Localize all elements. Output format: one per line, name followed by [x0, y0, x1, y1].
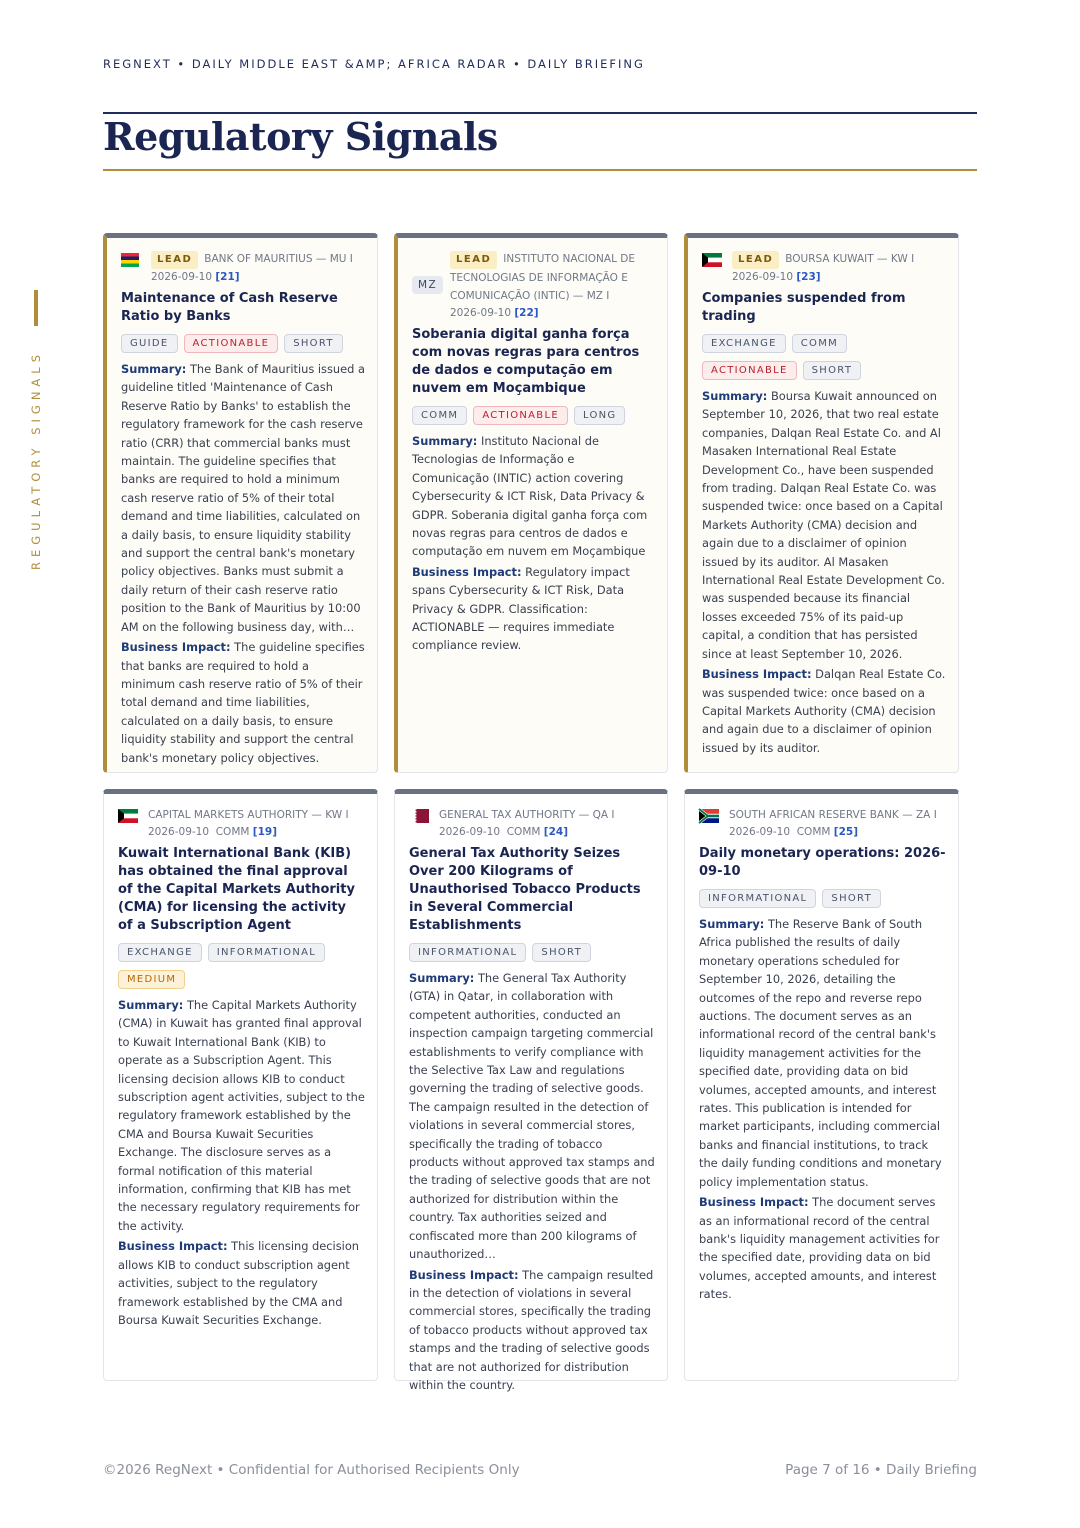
summary-text: Summary: The Reserve Bank of South Africa published the results of daily monetary operations scheduled for September 10, 2026, detailing the outcomes of the repo and reverse repo auctions. The document serves as an informational record of the central bank's liquidity management activities for the specified date, providing data on bid volumes, accepted amounts, and interest rates. This publication is intended for market participants, including commercial banks and financial institutions, to track the daily funding conditions and monetary policy implementation status.: [699, 917, 942, 1189]
footer-copyright: ©2026 RegNext • Confidential for Authorised Recipients Only: [103, 1462, 520, 1478]
type-label: COMM: [796, 826, 831, 838]
tag-chip: EXCHANGE: [118, 943, 202, 962]
date-label: 2026-09-10: [450, 307, 512, 319]
source-label: BOURSA KUWAIT — KW I: [785, 253, 915, 265]
type-label: COMM: [506, 826, 541, 838]
tag-list: [699, 886, 946, 913]
side-section-label: REGULATORY SIGNALS: [29, 349, 43, 571]
tag-chip: COMM: [412, 406, 467, 425]
date-label: 2026-09-10: [439, 826, 501, 838]
tag-list: [121, 331, 365, 358]
tag-chip: INFORMATIONAL: [409, 943, 526, 962]
summary-text: Summary: Boursa Kuwait announced on September 10, 2026, that two real estate companies, Dalqan Real Estate Co. and Al Masaken International Real Estate Development Co., have been suspended from trading. Dalqan Real Estate Co. was suspended twice: once based on a Capital Markets Authority (CMA) decision and again due to a disclaimer of opinion issued by its auditor. Al Masaken International Real Estate Development Co. was suspended because its financial losses exceeded 75% of its paid-up capital, a condition that has persisted since at least September 10, 2026.: [702, 389, 945, 661]
tag-chip: INFORMATIONAL: [208, 943, 325, 962]
tag-chip: GUIDE: [121, 334, 178, 353]
date-label: 2026-09-10: [151, 271, 213, 283]
tag-chip: COMM: [792, 334, 847, 353]
mauritius-flag-icon: [121, 250, 141, 270]
kuwait-flag-icon: [702, 250, 722, 270]
signal-card[interactable]: [103, 789, 378, 1381]
summary-text: Summary: The General Tax Authority (GTA) in Qatar, in collaboration with competent authorities, conducted an inspection campaign targeting commercial establishments to verify compliance with the Selective Tax Law and regulations governing the trading of selective goods. The campaign resulted in the detection of violations in several commercial stores, specifically the trading of tobacco products without approved tax stamps and the trading of selective goods that are not authorized for distribution within the country. Tax authorities seized and confiscated more than 200 kilograms of unauthorized…: [409, 971, 655, 1262]
source-label: SOUTH AFRICAN RESERVE BANK — ZA I: [729, 809, 937, 821]
date-label: 2026-09-10: [729, 826, 791, 838]
lead-badge: LEAD: [450, 251, 497, 269]
tag-list: [118, 940, 365, 994]
tag-chip: SHORT: [822, 889, 881, 908]
type-label: COMM: [215, 826, 250, 838]
tag-chip: SHORT: [284, 334, 343, 353]
tag-chip: ACTIONABLE: [702, 361, 797, 380]
tag-list: [409, 940, 655, 967]
tag-chip: SHORT: [532, 943, 591, 962]
date-label: 2026-09-10: [148, 826, 210, 838]
impact-text: Business Impact: Regulatory impact spans Cybersecurity & ICT Risk, Data Privacy & GDPR. Classification: ACTIONABLE — requires immediate compliance review.: [412, 564, 630, 653]
page-title: Regulatory Signals: [103, 114, 498, 159]
impact-text: Business Impact: This licensing decision allows KIB to conduct subscription agent activities, subject to the regulatory framework established by the CMA and Boursa Kuwait Securities Exchange.: [118, 1239, 360, 1327]
card-title[interactable]: Maintenance of Cash Reserve Ratio by Banks: [121, 291, 338, 324]
summary-text: Summary: Instituto Nacional de Tecnologias de Informação e Comunicação (INTIC) action covering Cybersecurity & ICT Risk, Data Privacy & GDPR. Soberania digital ganha força com novas regras para centros de dados e computação em nuvem em Moçambique: [412, 434, 648, 559]
card-title[interactable]: Companies suspended from trading: [702, 291, 906, 324]
kuwait-flag-icon: [118, 806, 138, 826]
card-title[interactable]: Kuwait International Bank (KIB) has obtained the final approval of the Capital Markets Authority (CMA) for licensing the activity of a Subscription Agent: [118, 846, 355, 933]
impact-text: Business Impact: The campaign resulted in the detection of violations in several commercial stores, specifically the trading of tobacco products without approved tax stamps and the trading of selective goods that are not authorized for distribution within the country.: [409, 1267, 654, 1392]
side-accent-bar: [34, 290, 38, 326]
tag-chip: SHORT: [803, 361, 862, 380]
card-meta: [118, 806, 365, 841]
card-meta: [121, 250, 365, 286]
card-meta: [412, 250, 655, 322]
signal-card[interactable]: [684, 233, 959, 773]
lead-badge: LEAD: [732, 251, 779, 269]
card-meta: [409, 806, 655, 841]
source-label: CAPITAL MARKETS AUTHORITY — KW I: [148, 809, 349, 821]
tag-chip: ACTIONABLE: [473, 406, 568, 425]
citation-link[interactable]: [25]: [833, 826, 858, 838]
source-label: INSTITUTO NACIONAL DE TECNOLOGIAS DE INFORMAÇÃO E COMUNICAÇÃO (INTIC) — MZ I: [450, 253, 635, 302]
signal-card[interactable]: [394, 789, 668, 1392]
tag-chip: EXCHANGE: [702, 334, 786, 353]
tag-chip: LONG: [574, 406, 626, 425]
title-rule: [103, 169, 977, 171]
summary-text: Summary: The Capital Markets Authority (CMA) in Kuwait has granted final approval to Kuwait International Bank (KIB) to operate as a Subscription Agent. This licensing decision allows KIB to conduct subscription agent activities, subject to the regulatory framework established by the CMA and Boursa Kuwait Securities Exchange. The disclosure serves as a formal notification of this material information, confirming that KIB has met the necessary regulatory requirements for the activity.: [118, 998, 365, 1233]
impact-text: Business Impact: The guideline specifies that banks are required to hold a minimum cash reserve ratio of 5% of their total demand and time liabilities, calculated on a daily basis, to ensure liquidity stability and support the central bank's monetary policy objectives.: [121, 640, 365, 765]
tag-list: [702, 331, 946, 385]
summary-text: Summary: The Bank of Mauritius issued a guideline titled 'Maintenance of Cash Reserve Ratio by Banks' to establish the regulatory framework for the cash reserve ratio (CRR) that commercial banks must maintain. The guideline specifies that banks are required to hold a minimum cash reserve ratio of 5% of their total demand and time liabilities, calculated on a daily basis, to ensure liquidity stability and support the central bank's monetary policy objectives. Banks must submit a daily return of their cash reserve ratio position to the Bank of Mauritius by 10:00 AM on the following business day, with…: [121, 362, 365, 634]
source-label: GENERAL TAX AUTHORITY — QA I: [439, 809, 615, 821]
citation-link[interactable]: [19]: [252, 826, 277, 838]
source-label: BANK OF MAURITIUS — MU I: [204, 253, 353, 265]
citation-link[interactable]: [21]: [215, 271, 240, 283]
impact-text: Business Impact: Dalqan Real Estate Co. was suspended twice: once based on a Capital Markets Authority (CMA) decision and again due to a disclaimer of opinion issued by its auditor.: [702, 667, 946, 755]
tag-chip: MEDIUM: [118, 970, 185, 989]
citation-link[interactable]: [23]: [796, 271, 821, 283]
qatar-flag-icon: [409, 806, 429, 826]
country-code-chip: MZ: [412, 276, 443, 294]
citation-link[interactable]: [24]: [543, 826, 568, 838]
card-title[interactable]: Daily monetary operations: 2026-09-10: [699, 846, 946, 879]
tag-chip: INFORMATIONAL: [699, 889, 816, 908]
card-title[interactable]: General Tax Authority Seizes Over 200 Kilograms of Unauthorised Tobacco Products in Several Commercial Establishments: [409, 846, 641, 933]
signal-card[interactable]: [103, 233, 378, 773]
signal-card[interactable]: [394, 233, 668, 773]
south-africa-flag-icon: [699, 806, 719, 826]
date-label: 2026-09-10: [732, 271, 794, 283]
running-header: REGNEXT • DAILY MIDDLE EAST &AMP; AFRICA RADAR • DAILY BRIEFING: [103, 57, 645, 71]
card-title[interactable]: Soberania digital ganha força com novas regras para centros de dados e computação em nuvem em Moçambique: [412, 327, 640, 396]
card-meta: [702, 250, 946, 286]
tag-list: [412, 403, 655, 430]
footer-page-number: Page 7 of 16 • Daily Briefing: [785, 1462, 977, 1478]
card-meta: [699, 806, 946, 841]
signal-card[interactable]: [684, 789, 959, 1381]
impact-text: Business Impact: The document serves as an informational record of the central bank's liquidity management activities for the specified date, providing data on bid volumes, accepted amounts, and interest rates.: [699, 1195, 940, 1302]
tag-chip: ACTIONABLE: [184, 334, 279, 353]
lead-badge: LEAD: [151, 251, 198, 269]
citation-link[interactable]: [22]: [514, 307, 539, 319]
